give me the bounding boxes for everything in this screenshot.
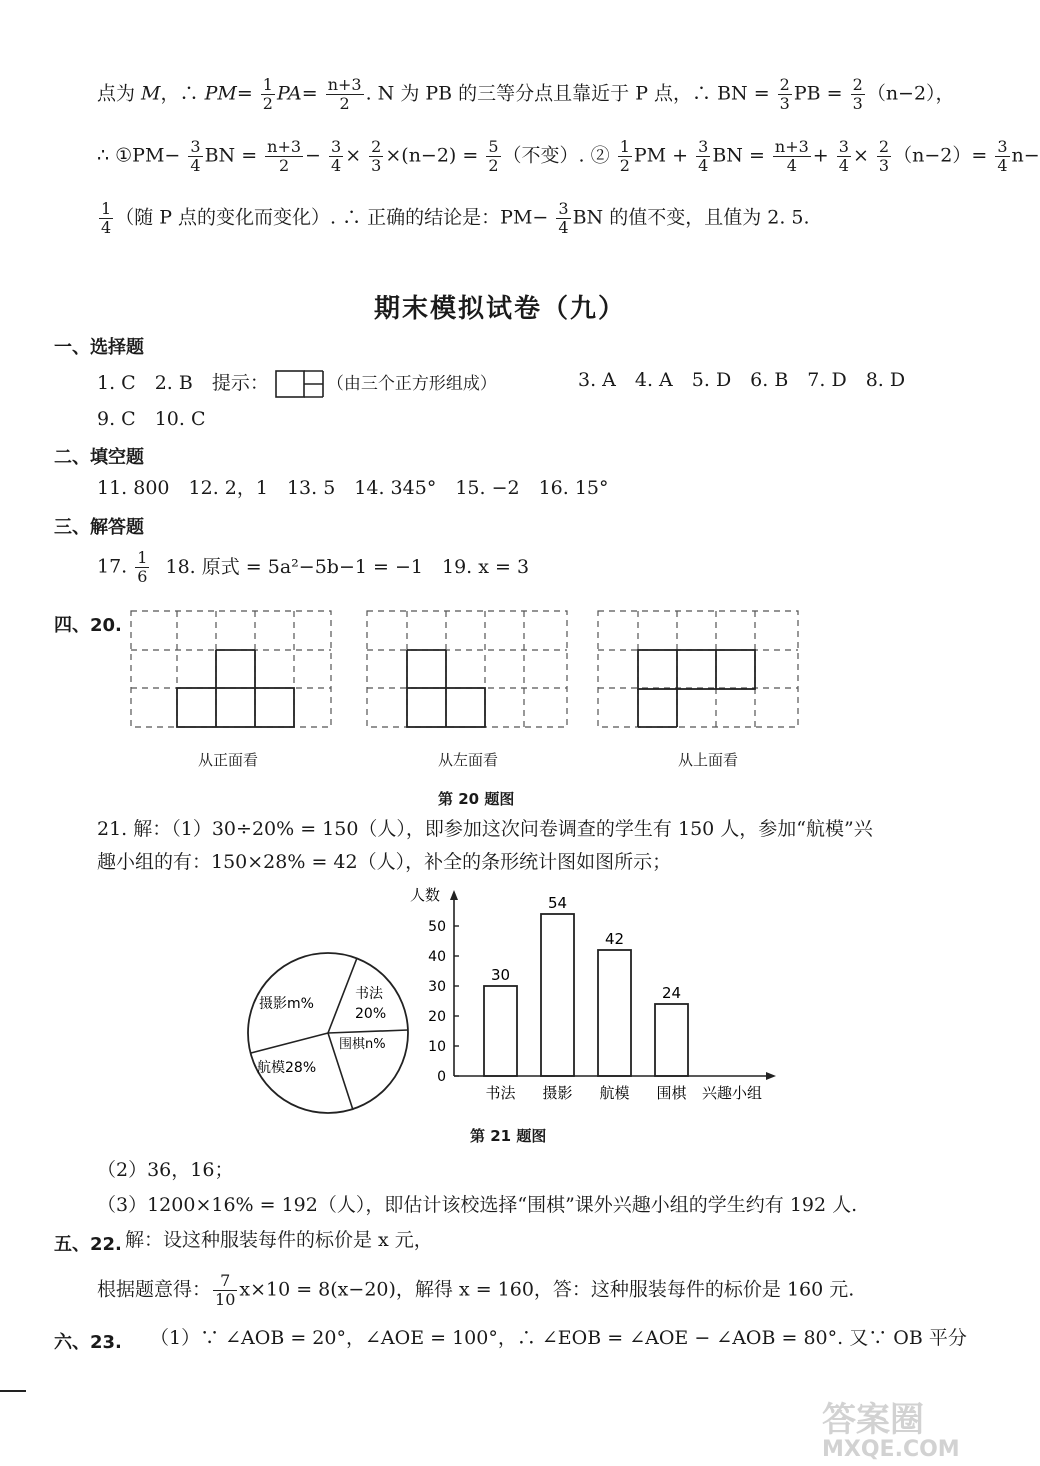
bar [598,950,631,1076]
den: 2 [279,156,290,175]
den: 4 [786,156,797,175]
den: 6 [137,567,148,586]
pie-label-go: 围棋n% [339,1037,386,1052]
text: = [236,82,253,105]
num: 3 [190,137,201,156]
text: ∴ ①PM− [97,144,181,167]
x-category-label: 摄影 [542,1084,573,1102]
pie-label-model: 航模28% [257,1060,317,1076]
num: 1 [262,75,273,94]
num: 5 [488,137,499,156]
text: . N 为 PB 的三等分点且靠近于 P 点，∴ BN = [365,82,770,105]
q23-line-1: （1）∵ ∠AOB = 20°，∠AOE = 100°，∴ ∠EOB = ∠AOE − ∠AOB = 80°. 又∵ OB 平分 [150,1327,967,1349]
section-6-heading: 六、23. [54,1332,122,1353]
num: n+3 [774,137,809,156]
text: （不变）. ② [502,144,610,167]
sec1-answers-line-2: 9. C 10. C [97,408,206,430]
den: 3 [371,156,382,175]
fraction [618,138,632,175]
prev-line-2 [97,138,1040,175]
sec3-answers [97,549,529,586]
text: BN = [712,144,765,167]
x-category-label: 航模 [599,1084,630,1102]
y-tick-label: 0 [437,1069,446,1085]
q21-part-2: （2）36，16； [97,1159,234,1181]
text: （n−2）= [893,144,988,167]
prev-line-3 [97,200,810,237]
y-tick-label: 20 [428,1009,446,1025]
num: 2 [371,137,382,156]
text: PM + [633,144,689,167]
view-label-left: 从左面看 [438,751,499,769]
x-category-label: 围棋 [656,1084,687,1102]
num: 2 [852,75,863,94]
pie-label-photography: 摄影m% [259,996,314,1012]
section-3-heading: 三、解答题 [54,517,144,538]
fraction [486,138,500,175]
text: x×10 = 8(x−20)，解得 x = 160，答：这种服装每件的标价是 160 元. [239,1278,855,1301]
fraction [778,76,792,113]
fraction [877,138,891,175]
figure-21-caption: 第 21 题图 [470,1127,547,1145]
den: 4 [331,156,342,175]
text: BN = [204,144,258,167]
text: + [812,144,829,167]
num: n+3 [327,75,362,94]
num: 3 [558,199,569,218]
den: 4 [558,218,569,237]
section-4-heading: 四、20. [54,615,122,636]
text: 1. C 2. B 提示： [97,372,269,394]
text: ，∴ [160,82,205,105]
watermark-url: MXQE.COM [822,1437,960,1462]
fraction [696,138,710,175]
num: 3 [331,137,342,156]
view-label-front: 从正面看 [198,751,259,769]
q21-part-3: （3）1200×16% = 192（人），即估计该校选择“围棋”课外兴趣小组的学生约有 192 人. [97,1194,858,1216]
pie-label-calligraphy: 书法 [355,986,383,1002]
fraction [995,138,1009,175]
num: 3 [838,137,849,156]
y-tick-label: 10 [428,1039,446,1055]
pie-label-calligraphy-pct: 20% [355,1006,387,1022]
text: × [852,144,869,167]
y-tick-label: 50 [428,919,446,935]
den: 4 [838,156,849,175]
text: ×(n−2) = [385,144,479,167]
den: 4 [101,218,112,237]
den: 4 [190,156,201,175]
fraction [188,138,202,175]
num: 3 [698,137,709,156]
q21-line-1: 21. 解：（1）30÷20% = 150（人），即参加这次问卷调查的学生有 150 人，参加“航模”兴 [97,818,873,840]
sec2-answers: 11. 800 12. 2，1 13. 5 14. 345° 15. −2 16. 15° [97,477,609,499]
text: − [305,144,321,167]
fraction [369,138,383,175]
text: 点为 [97,82,142,105]
fraction [135,549,149,586]
text: PA [276,82,302,105]
text: （随 P 点的变化而变化）. ∴ 正确的结论是：PM− [115,206,549,229]
sec1-answers-line-1b: 3. A 4. A 5. D 6. B 7. D 8. D [578,369,906,391]
bar [541,914,574,1076]
text: = [301,82,318,105]
x-axis-label: 兴趣小组 [702,1084,763,1102]
prev-line-1 [97,76,955,113]
q21-line-2: 趣小组的有：150×28% = 42（人），补全的条形统计图如图所示； [97,851,672,873]
bar [484,986,517,1076]
figure-20-caption: 第 20 题图 [438,790,515,808]
den: 2 [339,94,350,113]
pie-divider [251,1033,328,1053]
text: PM [204,82,237,105]
den: 3 [779,94,790,113]
text: M [141,82,161,105]
num: 1 [101,199,112,218]
bar-chart [410,882,790,1107]
den: 2 [262,94,273,113]
q22-line-1: 解：设这种服装每件的标价是 x 元， [125,1229,433,1251]
fraction [265,138,303,175]
num: 1 [137,548,148,567]
bar-value-label: 24 [661,984,682,1002]
text: （n−2）， [866,82,955,105]
text: 根据题意得： [97,1278,212,1301]
text: PB = [793,82,843,105]
watermark-logo: 答案圈 [822,1400,924,1440]
q22-line-2 [97,1272,854,1309]
pie-divider [328,1030,408,1033]
bar-value-label: 30 [490,966,511,984]
den: 4 [997,156,1008,175]
den: 10 [215,1290,236,1309]
view-label-top: 从上面看 [678,751,739,769]
page-edge-mark [0,1390,26,1392]
exam-title: 期末模拟试卷（九） [373,294,626,324]
fraction [837,138,851,175]
x-category-label: 书法 [485,1084,516,1102]
three-squares-figure [275,370,327,398]
text: 18. 原式 = 5a²−5b−1 = −1 19. x = 3 [165,555,530,578]
section-1-heading: 一、选择题 [54,337,144,358]
pie-divider [328,958,357,1033]
den: 2 [619,156,630,175]
fraction [773,138,811,175]
num: 2 [878,137,890,156]
text: × [345,144,362,167]
y-tick-label: 30 [428,979,446,995]
num: 7 [213,1272,237,1291]
fraction [213,1272,237,1309]
text: BN 的值不变，且值为 2. 5. [572,206,810,229]
three-views-figure [130,610,830,730]
den: 3 [852,94,863,113]
pie-chart [243,948,413,1118]
y-axis-arrow [450,890,458,900]
fraction [851,76,865,113]
fraction [261,76,275,113]
den: 4 [698,156,709,175]
x-axis-arrow [766,1072,776,1080]
fraction [99,200,113,237]
bar [655,1004,688,1076]
fraction [326,76,364,113]
num: n+3 [267,137,302,156]
sec1-answers-line-1 [97,370,497,398]
text: n− [1011,144,1040,167]
num: 2 [779,75,790,94]
section-5-heading: 五、22. [54,1234,122,1255]
section-2-heading: 二、填空题 [54,447,144,468]
num: 3 [997,137,1008,156]
bar-value-label: 54 [547,894,568,912]
y-tick-label: 40 [428,949,446,965]
fraction [329,138,343,175]
den: 3 [878,156,890,175]
num: 1 [619,137,630,156]
text: 17. [97,555,128,578]
bar-value-label: 42 [604,930,625,948]
text: （由三个正方形组成） [326,374,497,394]
y-axis-label: 人数 [410,886,441,904]
fraction [556,200,570,237]
den: 2 [488,156,499,175]
